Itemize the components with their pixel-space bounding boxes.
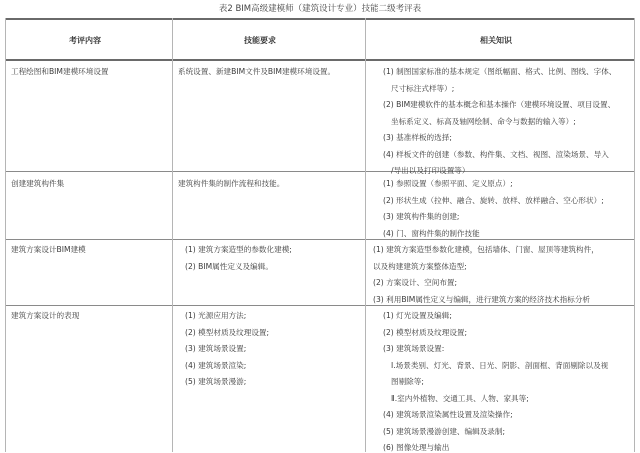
row1-content: 工程绘图和BIM建模环境设置 (11, 67, 109, 76)
header-bottom-rule (5, 59, 635, 61)
row4-skills (185, 310, 269, 387)
knowledge-line: 图剔除等; (391, 377, 424, 386)
knowledge-line: (1) 灯光设置及编辑; (383, 311, 452, 320)
row4-content: 建筑方案设计的表现 (11, 311, 80, 320)
skill-item: (3) 建筑场景设置; (185, 344, 247, 353)
knowledge-line: (1) 制图国家标准的基本规定（图纸幅面、格式、比例、图线、字体、 (383, 67, 617, 76)
knowledge-line: (1) 参照设置（参照平面、定义原点）; (383, 179, 513, 188)
column-rule (172, 18, 173, 452)
knowledge-line: (2) 形状生成（拉伸、融合、旋转、放样、放样融合、空心形状）; (383, 195, 604, 205)
row3-skills (185, 244, 292, 272)
column-rule (365, 18, 366, 452)
skill-item: (2) 模型材质及纹理设置; (185, 327, 270, 337)
skill-item: 建筑构件集的制作流程和技能。 (178, 179, 285, 188)
column-rule (634, 18, 635, 452)
knowledge-line: 坐标系定义、标高及轴网绘制、命令与数据的输入等）; (391, 116, 576, 126)
row2-knowledge (383, 178, 604, 239)
row2-content: 创建建筑构件集 (11, 179, 65, 188)
skill-item: (1) 光源应用方法; (185, 311, 247, 320)
knowledge-line: /导出以及打印设置等） (391, 166, 470, 175)
column-rule (5, 18, 6, 452)
row4-knowledge (383, 310, 608, 453)
knowledge-line: (2) 模型材质及纹理设置; (383, 327, 468, 337)
skill-item: (5) 建筑场景漫游; (185, 377, 247, 386)
knowledge-line: (3) 建筑构件集的创建; (383, 212, 460, 221)
header-skills: 技能要求 (244, 36, 276, 45)
knowledge-line: Ⅱ.室内外植物、交通工具、人物、家具等; (391, 393, 529, 403)
knowledge-line: (4) 门、窗构件集的制作技能 (383, 228, 480, 238)
knowledge-line: 以及构建建筑方案整体造型; (373, 261, 467, 271)
row1-skills (178, 66, 335, 77)
skill-item: (1) 建筑方案造型的参数化建模; (185, 245, 292, 254)
row3-knowledge (373, 244, 599, 305)
knowledge-line: (6) 图像处理与输出 (383, 443, 450, 452)
knowledge-line: (4) 样板文件的创建（参数、构件集、文档、视图、渲染场景、导入 (383, 149, 609, 159)
knowledge-line: (3) 基准样板的选择; (383, 133, 452, 142)
knowledge-line: (2) BIM建模软件的基本概念和基本操作（建模环境设置、项目设置、 (383, 100, 616, 109)
table-top-rule (5, 18, 635, 20)
knowledge-line: (5) 建筑场景漫游创建、编辑及录制; (383, 426, 506, 436)
assessment-table (5, 18, 635, 452)
row3-content: 建筑方案设计BIM建模 (11, 245, 86, 254)
knowledge-line: (1) 建筑方案造型参数化建模，包括墙体、门窗、屋顶等建筑构件， (373, 245, 599, 254)
knowledge-line: (3) 利用BIM属性定义与编辑，进行建筑方案的经济技术指标分析 (373, 294, 591, 304)
header-knowledge: 相关知识 (480, 36, 512, 45)
skill-item: (4) 建筑场景渲染; (185, 360, 247, 370)
row-divider (5, 305, 635, 306)
knowledge-line: 尺寸标注式样等）; (391, 83, 455, 93)
knowledge-line: (2) 方案设计、空间布置; (373, 278, 458, 287)
knowledge-line: (3) 建筑场景设置: (383, 344, 445, 353)
knowledge-line: (4) 建筑场景渲染属性设置及渲染操作; (383, 410, 513, 419)
row1-knowledge (383, 66, 616, 176)
knowledge-line: Ⅰ.场景类别、灯光、背景、日光、阴影、剖面框、背面剔除以及视 (391, 360, 609, 370)
row2-skills (178, 178, 284, 189)
header-content: 考评内容 (69, 36, 101, 45)
skill-item: (2) BIM属性定义及编辑。 (185, 261, 273, 271)
skill-item: 系统设置、新建BIM文件及BIM建模环境设置。 (178, 67, 336, 76)
row-divider (5, 239, 635, 240)
table-caption: 表2 BIM高级建模师（建筑设计专业）技能二级考评表 (218, 4, 422, 14)
